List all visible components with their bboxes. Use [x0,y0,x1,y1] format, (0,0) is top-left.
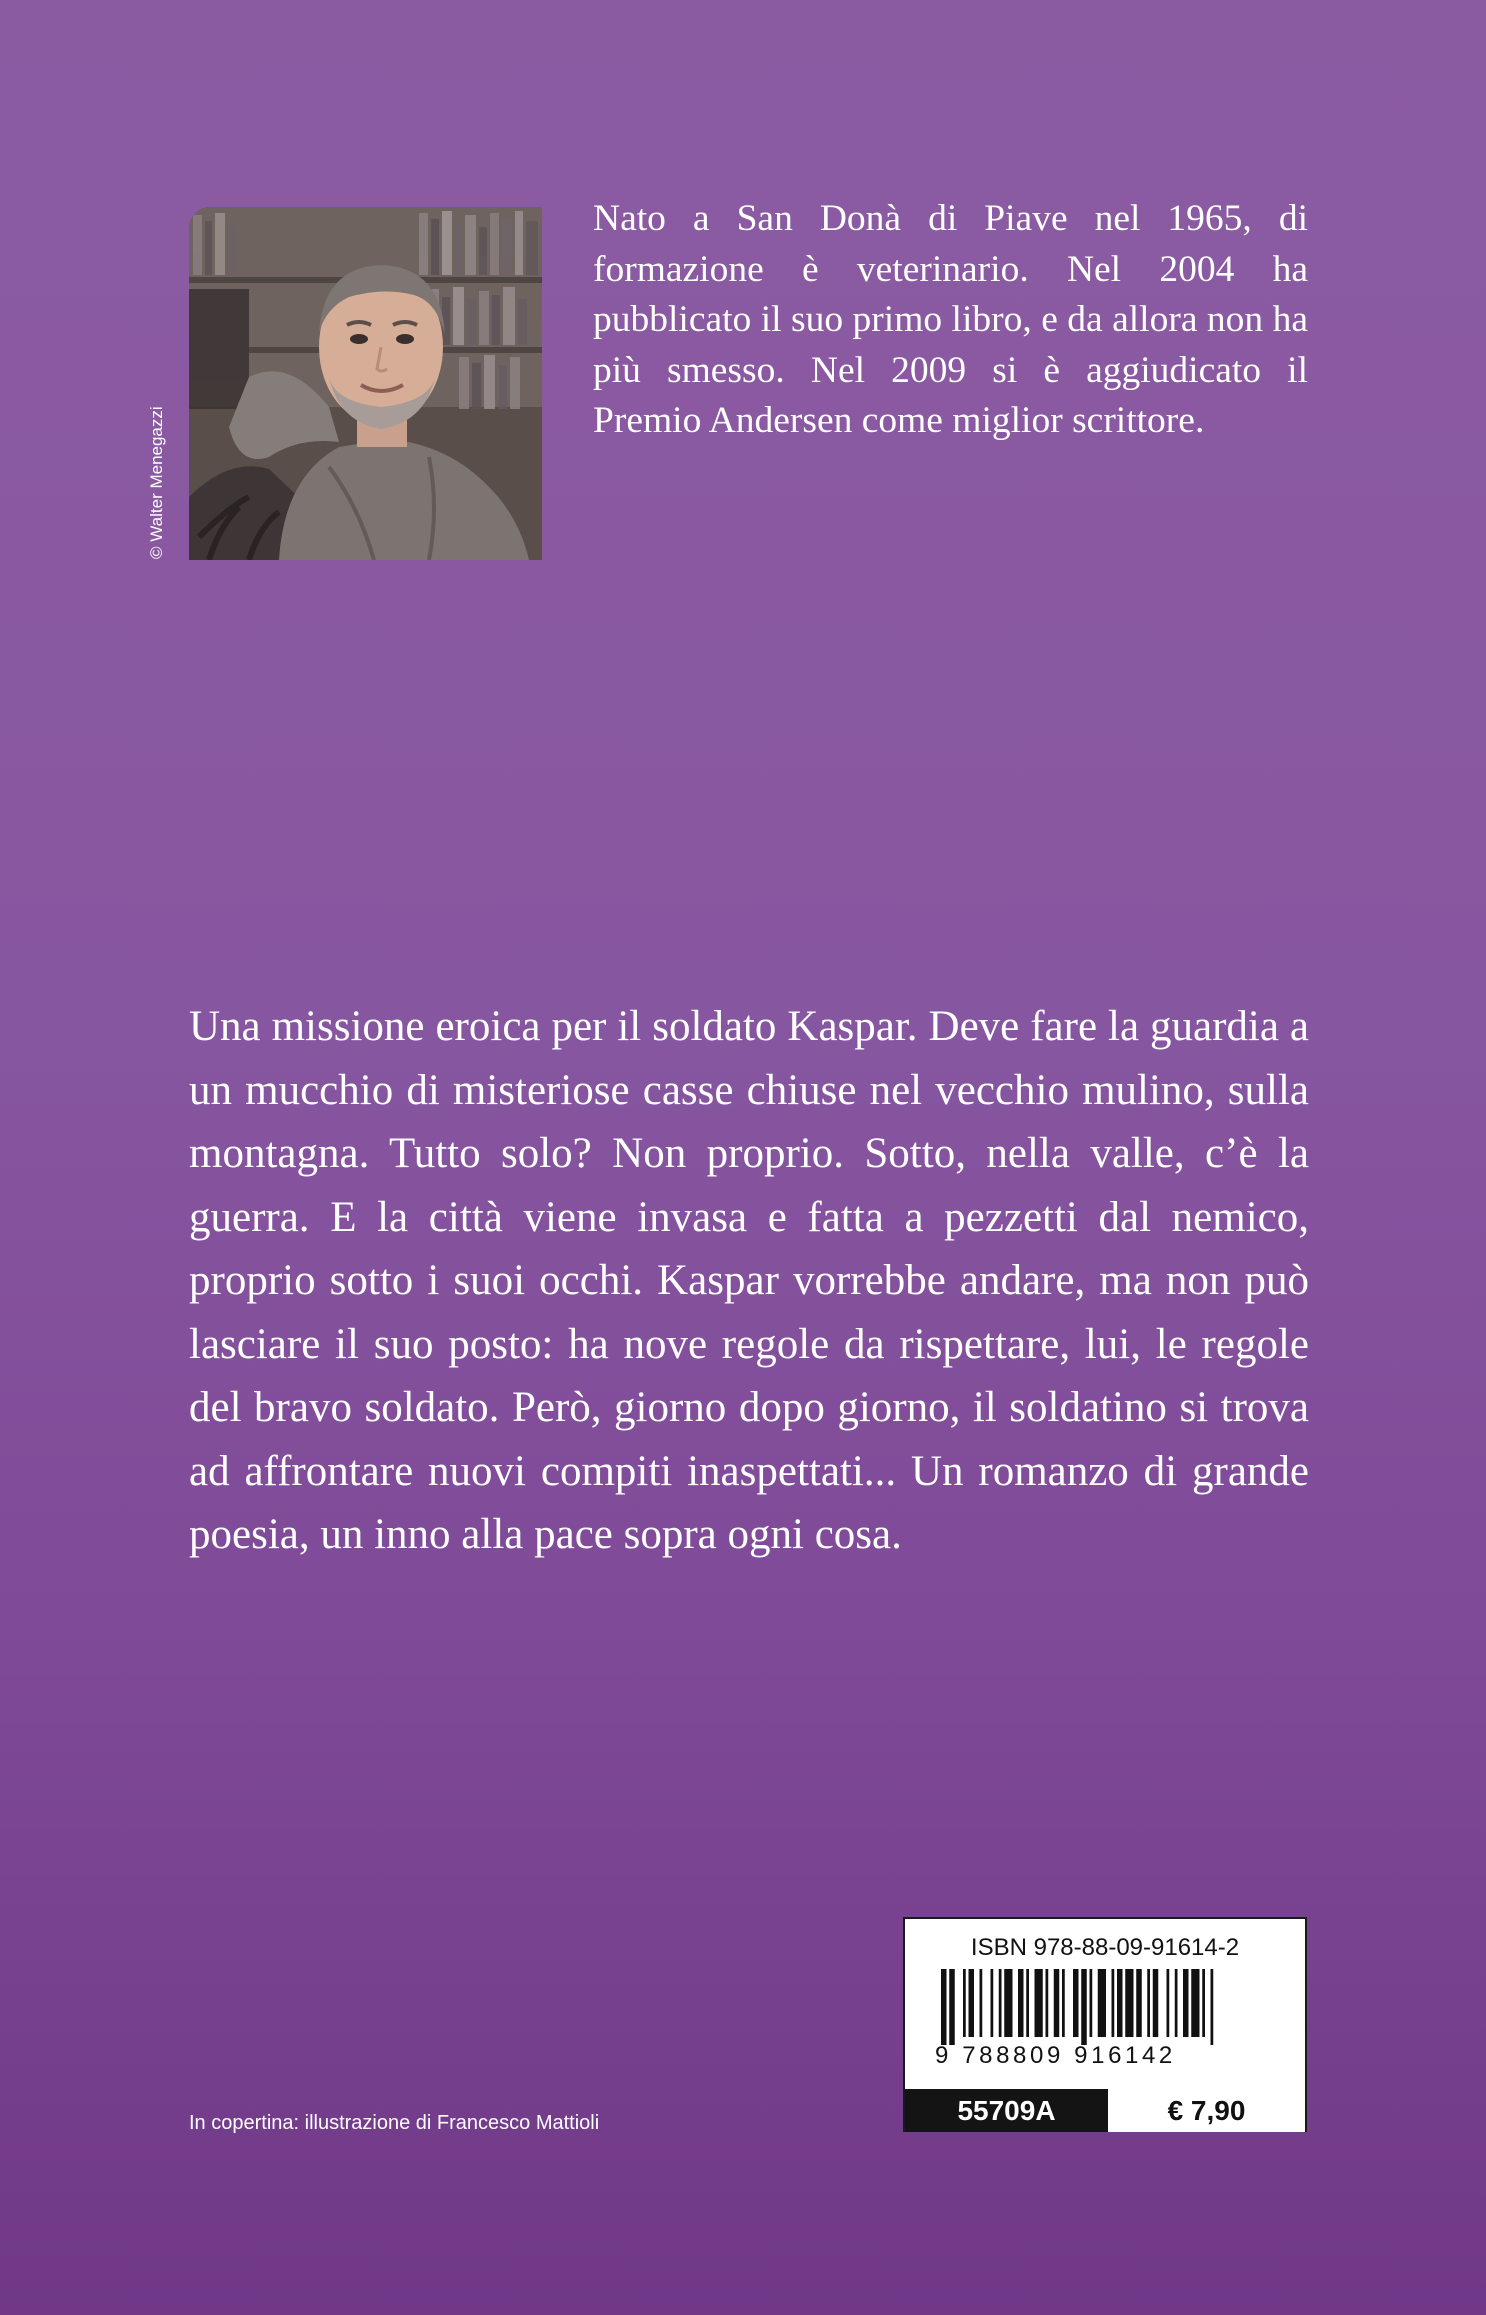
author-bio: Nato a San Donà di Piave nel 1965, di formazione è veterinario. Nel 2004 ha pubblicato il suo primo libro, e da allora non ha più smesso. Nel 2009 si è aggiudicato il Premio Andersen come miglior scrittore. [593,198,1308,441]
price: € 7,90 [1108,2089,1305,2132]
photo-credit: © Walter Menegazzi [147,406,166,559]
cover-illustration-credit: In copertina: illustrazione di Francesco Mattioli [189,2112,600,2134]
book-blurb: Una missione eroica per il soldato Kaspar. Deve fare la guardia a un mucchio di misteriose casse chiuse nel vecchio mulino, sulla montagna. Tutto solo? Non proprio. Sotto, nella valle, c’è la guerra. E la città viene invasa e fatta a pezzetti dal nemico, proprio sotto i suoi occhi. Kaspar vorrebbe andare, ma non può lasciare il suo posto: ha nove regole da rispettare, lui, le regole del bravo soldato. Però, giorno dopo giorno, il soldatino si trova ad affrontare nuovi compiti inaspettati... Un romanzo di grande poesia, un inno alla pace sopra ogni cosa. [189,1003,1309,1558]
barcode-digits: 9 788809 916142 [935,2042,1176,2069]
product-code: 55709A [905,2089,1108,2132]
barcode-panel [903,1917,1307,2132]
barcode-icon [937,1969,1273,2045]
author-photo [189,207,542,560]
isbn-label: ISBN 978-88-09-91614-2 [970,1934,1240,1961]
